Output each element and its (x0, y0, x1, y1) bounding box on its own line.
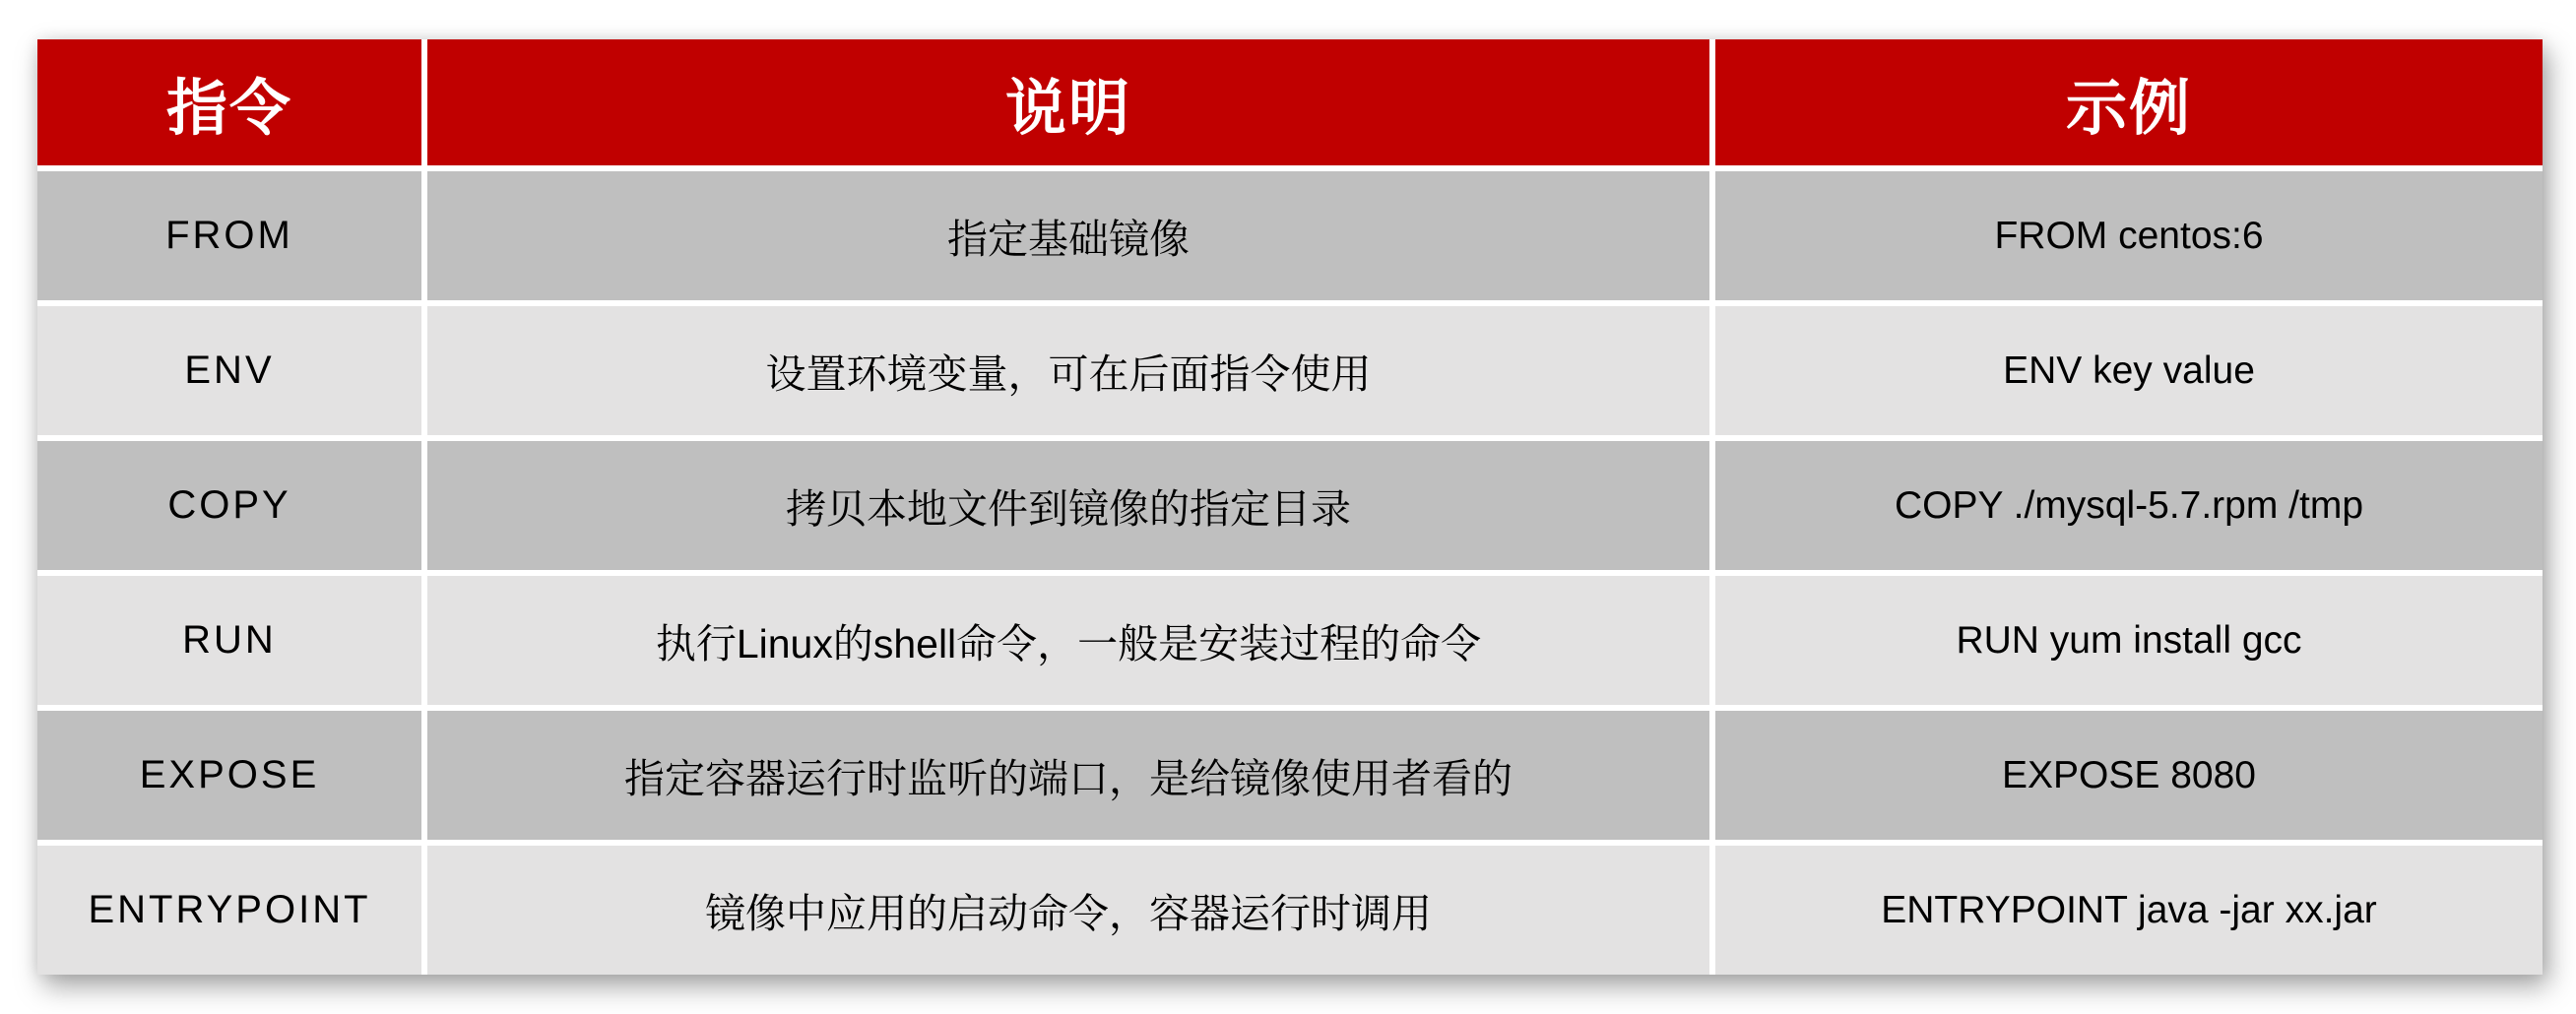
dockerfile-instructions-table (37, 39, 2543, 975)
column-header-description: 说明 (427, 39, 1709, 165)
cell-description: 设置环境变量，可在后面指令使用 (427, 306, 1709, 435)
cell-instruction: FROM (37, 171, 421, 300)
cell-example: FROM centos:6 (1715, 171, 2543, 300)
cell-instruction: COPY (37, 441, 421, 570)
cell-description: 指定基础镜像 (427, 171, 1709, 300)
table-grid (37, 39, 2543, 975)
cell-description: 执行Linux的shell命令，一般是安装过程的命令 (427, 576, 1709, 705)
cell-description: 指定容器运行时监听的端口，是给镜像使用者看的 (427, 711, 1709, 840)
cell-description: 拷贝本地文件到镜像的指定目录 (427, 441, 1709, 570)
cell-example: ENTRYPOINT java -jar xx.jar (1715, 846, 2543, 975)
cell-instruction: EXPOSE (37, 711, 421, 840)
cell-instruction: RUN (37, 576, 421, 705)
column-header-example: 示例 (1715, 39, 2543, 165)
column-header-instruction: 指令 (37, 39, 421, 165)
cell-example: COPY ./mysql-5.7.rpm /tmp (1715, 441, 2543, 570)
cell-description: 镜像中应用的启动命令，容器运行时调用 (427, 846, 1709, 975)
cell-example: ENV key value (1715, 306, 2543, 435)
cell-example: RUN yum install gcc (1715, 576, 2543, 705)
cell-instruction: ENV (37, 306, 421, 435)
cell-example: EXPOSE 8080 (1715, 711, 2543, 840)
cell-instruction: ENTRYPOINT (37, 846, 421, 975)
